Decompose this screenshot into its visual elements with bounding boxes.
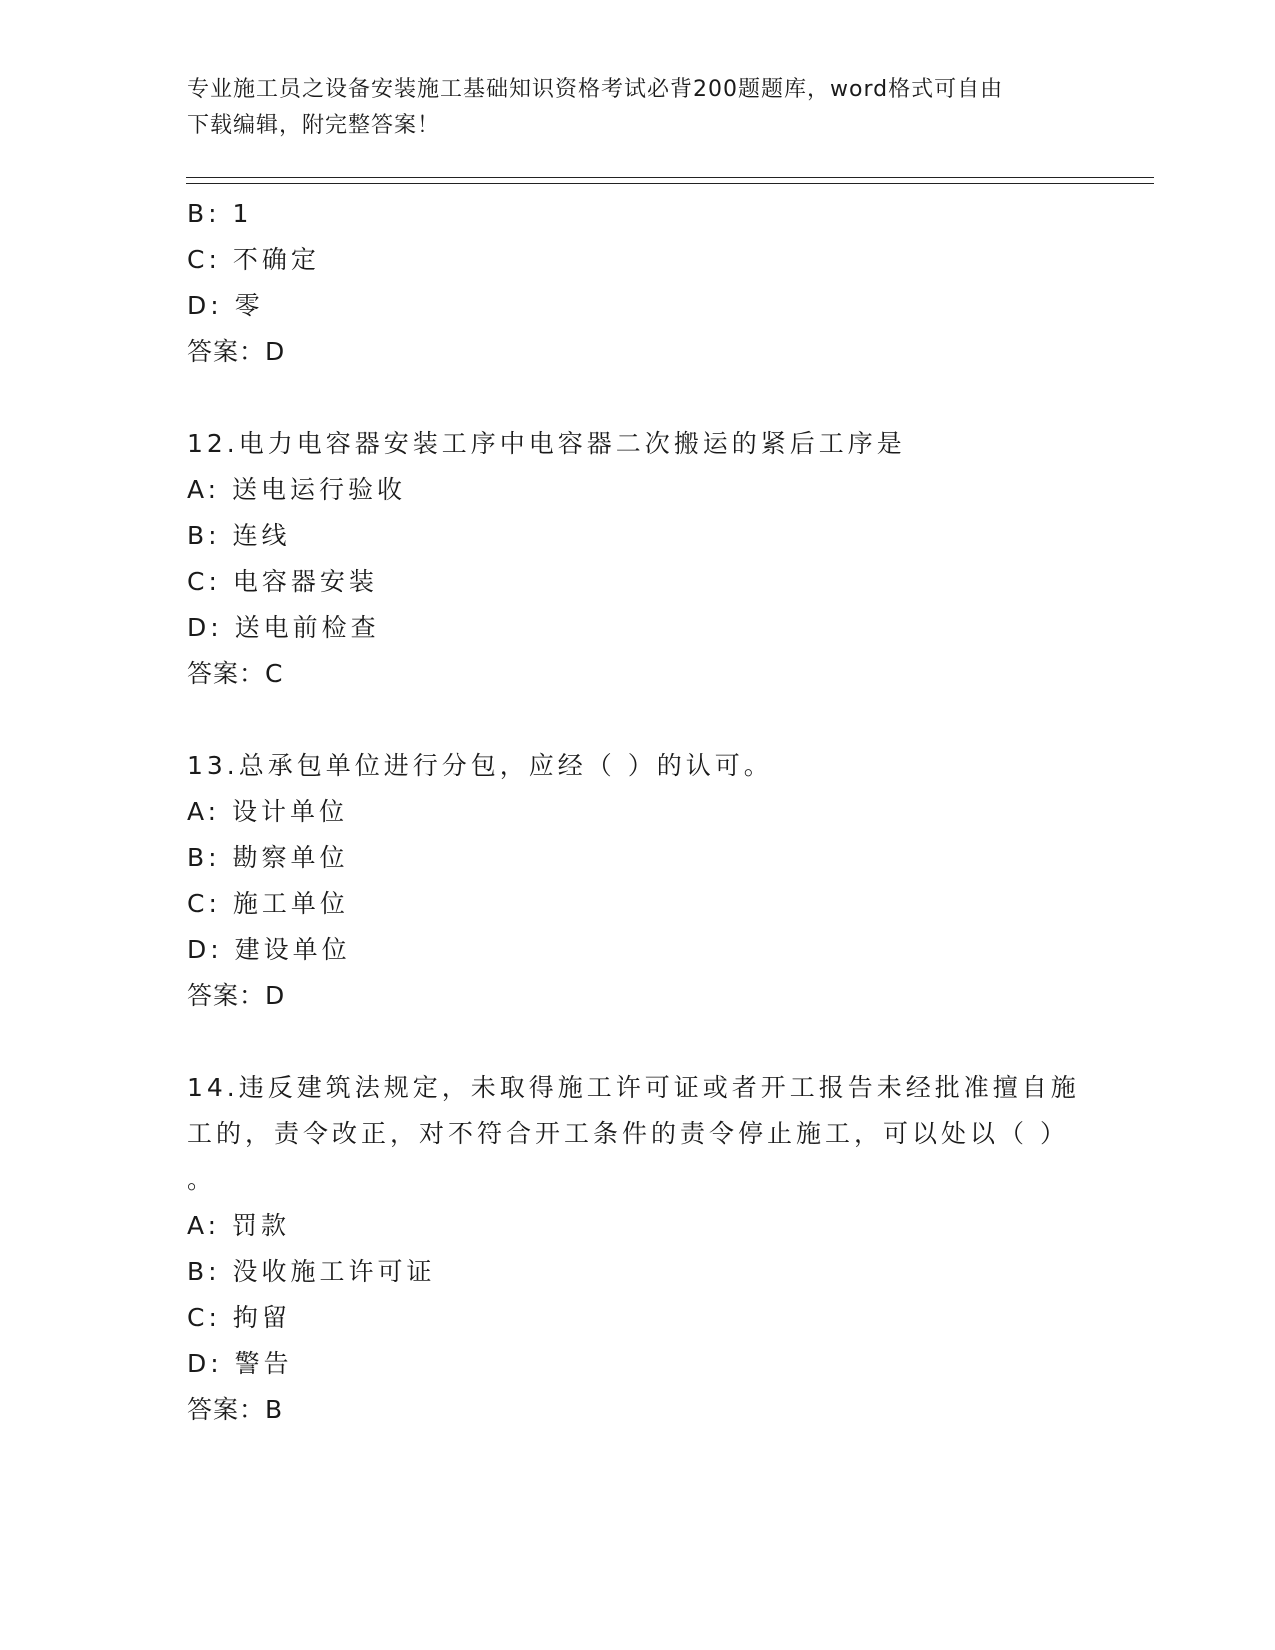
answer-line: 答案：D	[187, 981, 286, 1010]
option-d: D: 送电前检查	[187, 613, 380, 642]
option-c: C: 拘留	[187, 1303, 291, 1332]
question-14	[187, 1065, 1087, 1433]
option-a: A: 送电运行验收	[187, 475, 407, 504]
question-12	[187, 421, 1087, 697]
question-11-partial	[187, 191, 1087, 375]
option-b: B: 1	[187, 199, 253, 228]
question-stem-line-2: 工的，责令改正，对不符合开工条件的责令停止施工，可以处以（ ）	[187, 1119, 1069, 1148]
spacer	[187, 375, 1087, 421]
question-stem: 12.电力电容器安装工序中电容器二次搬运的紧后工序是	[187, 429, 906, 458]
header-title-line-1: 专业施工员之设备安装施工基础知识资格考试必背200题题库，word格式可自由	[187, 77, 1004, 102]
header-title-line-2: 下载编辑，附完整答案！	[187, 113, 441, 138]
question-stem-line-3: 。	[187, 1165, 217, 1194]
option-c: C: 电容器安装	[187, 567, 378, 596]
option-c: C: 施工单位	[187, 889, 349, 918]
document-header	[187, 72, 1087, 144]
question-stem-line-1: 14.违反建筑法规定，未取得施工许可证或者开工报告未经批准擅自施	[187, 1073, 1080, 1102]
header-divider-top	[186, 177, 1154, 178]
answer-line: 答案：B	[187, 1395, 284, 1424]
option-a: A: 设计单位	[187, 797, 349, 826]
answer-line: 答案：D	[187, 337, 286, 366]
question-stem: 13.总承包单位进行分包，应经（ ）的认可。	[187, 751, 773, 780]
question-list	[187, 191, 1087, 1433]
option-a: A: 罚款	[187, 1211, 291, 1240]
answer-line: 答案：C	[187, 659, 284, 688]
spacer	[187, 697, 1087, 743]
option-d: D: 零	[187, 291, 264, 320]
option-b: B: 没收施工许可证	[187, 1257, 436, 1286]
option-d: D: 建设单位	[187, 935, 351, 964]
option-c: C: 不确定	[187, 245, 320, 274]
option-b: B: 勘察单位	[187, 843, 349, 872]
option-b: B: 连线	[187, 521, 291, 550]
header-divider-bottom	[186, 183, 1154, 184]
option-d: D: 警告	[187, 1349, 293, 1378]
spacer	[187, 1019, 1087, 1065]
question-13	[187, 743, 1087, 1019]
